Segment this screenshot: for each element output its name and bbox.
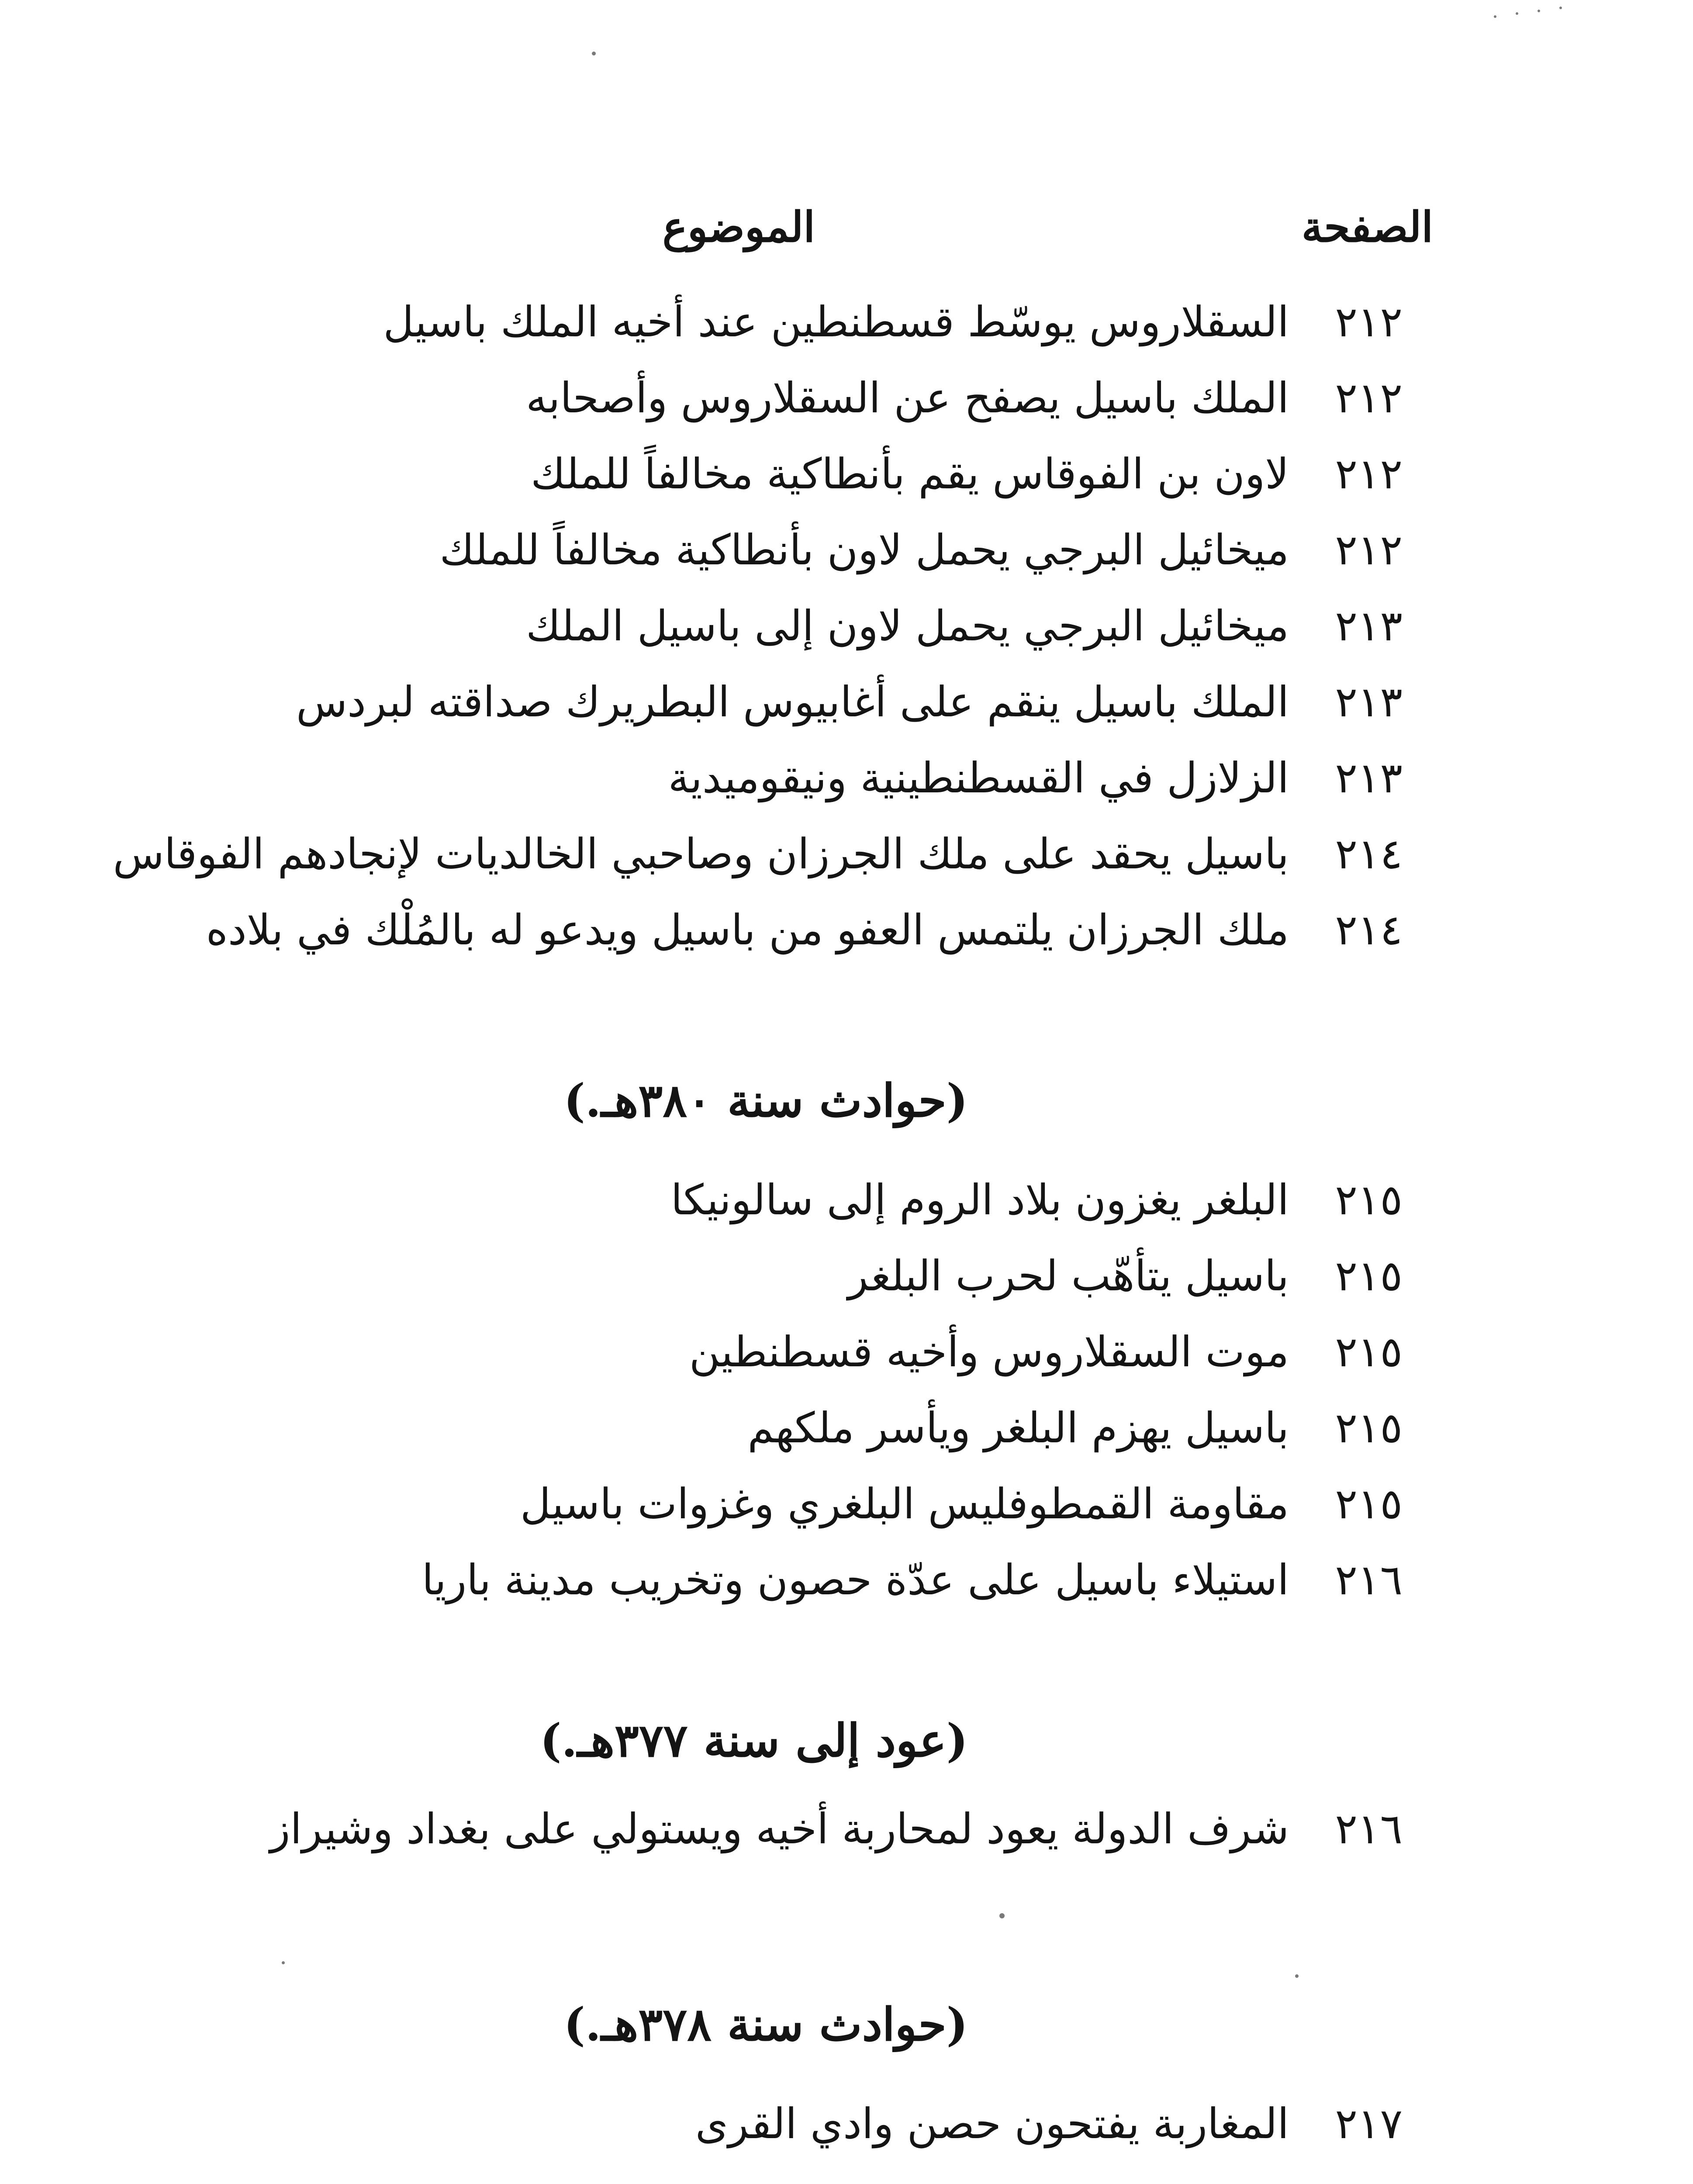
- scan-speck: [1559, 7, 1562, 9]
- topic-column-header: الموضوع: [662, 202, 815, 252]
- index-entry: [0, 892, 1693, 968]
- index-entry: [0, 816, 1693, 892]
- entry-page-number: ٢١٢: [1335, 373, 1403, 422]
- entry-topic: ميخائيل البرجي يحمل لاون إلى باسيل الملك: [526, 601, 1289, 650]
- entry-page-number: ٢١٣: [1335, 601, 1403, 650]
- index-entry: [0, 436, 1693, 512]
- entry-topic: باسيل يتأهّب لحرب البلغر: [848, 1251, 1289, 1300]
- index-entry: [0, 1314, 1693, 1390]
- index-entry: [0, 1162, 1693, 1238]
- entry-page-number: ٢١٤: [1335, 905, 1403, 954]
- entry-topic: الملك باسيل يصفح عن السقلاروس وأصحابه: [526, 373, 1289, 422]
- entry-page-number: ٢١٢: [1335, 449, 1403, 498]
- entry-topic: استيلاء باسيل على عدّة حصون وتخريب مدينة باريا: [422, 1555, 1289, 1604]
- entry-topic: موت السقلاروس وأخيه قسطنطين: [689, 1327, 1289, 1376]
- entry-page-number: ٢١٣: [1335, 753, 1403, 802]
- scan-speck: [592, 52, 596, 55]
- entry-page-number: ٢١٥: [1335, 1403, 1403, 1452]
- entry-page-number: ٢١٥: [1335, 1479, 1403, 1528]
- entry-topic: باسيل يحقد على ملك الجرزان وصاحبي الخالديات لإنجادهم الفوقاس: [113, 829, 1289, 878]
- index-entry: [0, 360, 1693, 436]
- entry-topic: مقاومة القمطوفليس البلغري وغزوات باسيل: [520, 1479, 1289, 1528]
- index-entry: [0, 1390, 1693, 1466]
- scan-speck: [282, 1961, 285, 1964]
- entry-page-number: ٢١٦: [1335, 1804, 1403, 1853]
- index-entry: [0, 1238, 1693, 1314]
- entry-page-number: ٢١٥: [1335, 1175, 1403, 1224]
- entry-topic: البلغر يغزون بلاد الروم إلى سالونيكا: [670, 1175, 1289, 1224]
- page-column-header: الصفحة: [1301, 202, 1433, 252]
- index-entry: [0, 588, 1693, 664]
- entry-page-number: ٢١٥: [1335, 1327, 1403, 1376]
- entry-page-number: ٢١٥: [1335, 1251, 1403, 1300]
- section-heading-377: (عود إلى سنة ٣٧٧هـ.): [540, 1714, 968, 1767]
- scan-speck: [1516, 12, 1518, 15]
- entry-topic: ميخائيل البرجي يحمل لاون بأنطاكية مخالفاً للملك: [439, 525, 1289, 574]
- index-group-3: [0, 1791, 1693, 1867]
- entry-page-number: ٢١٧: [1335, 2099, 1403, 2148]
- entry-topic: ملك الجرزان يلتمس العفو من باسيل ويدعو له بالمُلْك في بلاده: [206, 905, 1289, 954]
- index-entry: [0, 664, 1693, 740]
- index-entry: [0, 284, 1693, 360]
- scan-speck: [1295, 1974, 1299, 1978]
- entry-topic: الملك باسيل ينقم على أغابيوس البطريرك صداقته لبردس: [296, 677, 1289, 726]
- scan-speck: [1494, 15, 1496, 18]
- index-entry: [0, 1466, 1693, 1542]
- section-heading-380: (حوادث سنة ٣٨٠هـ.): [563, 1074, 968, 1127]
- scan-speck: [999, 1913, 1005, 1918]
- entry-page-number: ٢١٢: [1335, 297, 1403, 346]
- index-entry: [0, 2086, 1693, 2162]
- entry-topic: المغاربة يفتحون حصن وادي القرى: [695, 2099, 1289, 2148]
- entry-topic: الزلازل في القسطنطينية ونيقوميدية: [668, 753, 1289, 802]
- index-entry: [0, 512, 1693, 588]
- entry-page-number: ٢١٢: [1335, 525, 1403, 574]
- entry-page-number: ٢١٦: [1335, 1555, 1403, 1604]
- index-entry: [0, 740, 1693, 816]
- entry-topic: باسيل يهزم البلغر ويأسر ملكهم: [747, 1403, 1289, 1452]
- entry-page-number: ٢١٤: [1335, 829, 1403, 878]
- index-group-1: [0, 284, 1693, 968]
- entry-topic: شرف الدولة يعود لمحاربة أخيه ويستولي على بغداد وشيراز: [269, 1804, 1289, 1853]
- section-heading-378: (حوادث سنة ٣٧٨هـ.): [563, 1997, 968, 2051]
- entry-page-number: ٢١٣: [1335, 677, 1403, 726]
- entry-topic: لاون بن الفوقاس يقم بأنطاكية مخالفاً للملك: [531, 449, 1289, 498]
- scan-speck: [1538, 10, 1540, 12]
- index-entry: [0, 1791, 1693, 1867]
- index-group-2: [0, 1162, 1693, 1618]
- index-entry: [0, 1542, 1693, 1618]
- index-group-4: [0, 2086, 1693, 2162]
- entry-topic: السقلاروس يوسّط قسطنطين عند أخيه الملك باسيل: [383, 297, 1289, 346]
